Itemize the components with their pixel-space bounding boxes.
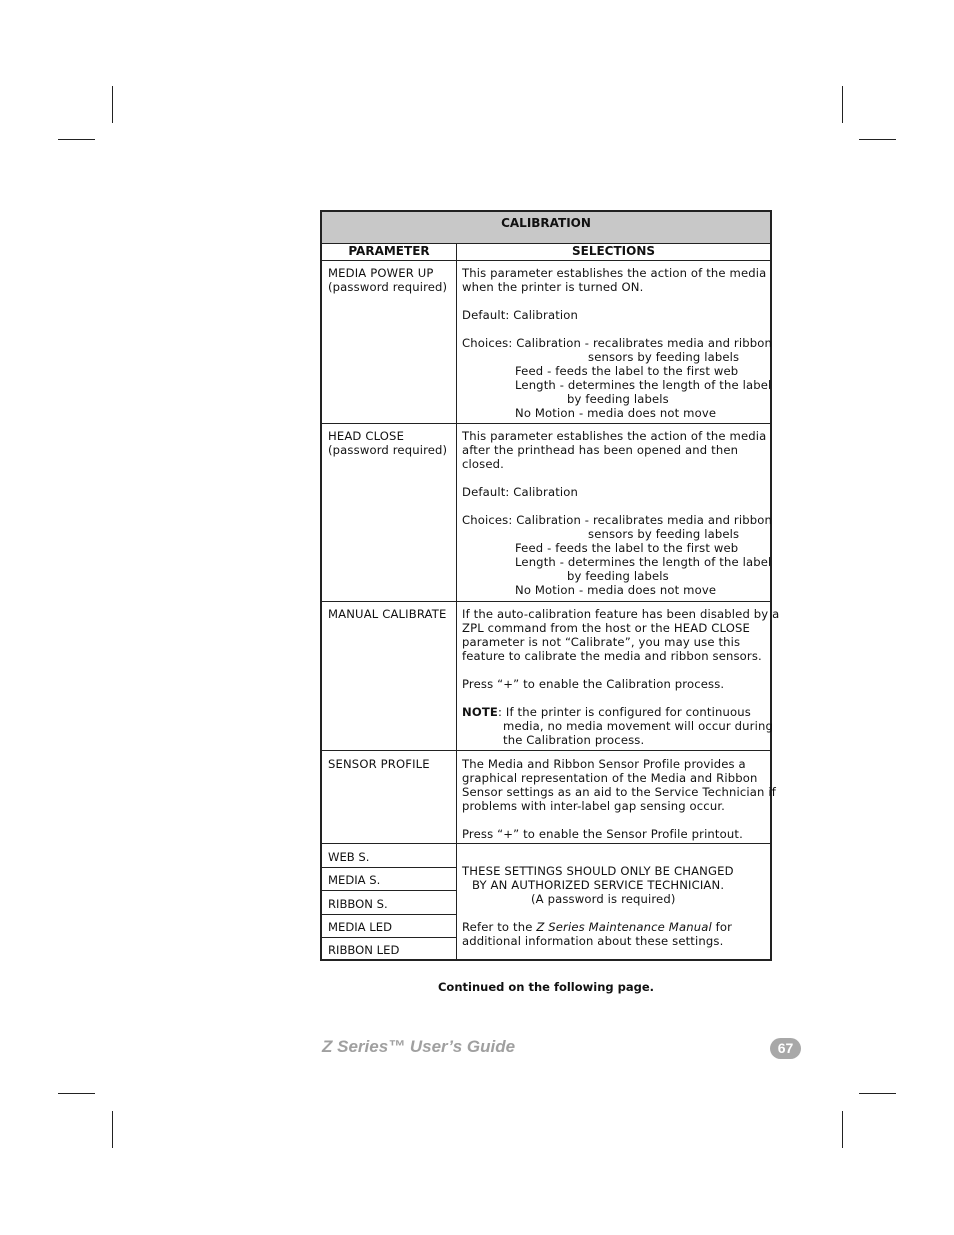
footer-title: Z Series™ User’s Guide [322,1037,516,1056]
crop-mark [842,86,843,123]
divider [322,260,770,261]
page-number: 67 [770,1038,801,1059]
default-value: Default: Calibration [462,485,579,499]
calibration-table [320,210,780,961]
choice-line: sensors by feeding labels [588,527,740,541]
text-line: feature to calibrate the media and ribbon sensors. [462,649,762,663]
refer-line [462,920,768,934]
note-text: media, no media movement will occur during [503,719,773,733]
warning-line: THESE SETTINGS SHOULD ONLY BE CHANGED [462,864,734,878]
text-line: Sensor settings as an aid to the Service Technician if [462,785,776,799]
text-line: closed. [462,457,504,471]
text-line: Press “+” to enable the Sensor Profile printout. [462,827,743,841]
text-line: Press “+” to enable the Calibration process. [462,677,725,691]
divider [322,423,770,424]
continued-note: Continued on the following page. [437,980,655,994]
param-ribbon-led: RIBBON LED [328,943,400,957]
selection-sensor-profile [462,757,776,841]
refer-line: additional information about these settings. [462,934,724,948]
param-manual-calibrate: MANUAL CALIBRATE [328,607,447,621]
selections-header: SELECTIONS [571,244,656,258]
choice-line: Feed - feeds the label to the first web [515,364,739,378]
note-text: the Calibration process. [503,733,645,747]
param-media-s: MEDIA S. [328,873,381,887]
note-label: NOTE [462,705,498,719]
warning-line: (A password is required) [531,892,676,906]
crop-mark [859,1093,896,1094]
crop-mark [842,1111,843,1148]
choice-line: No Motion - media does not move [515,406,717,420]
manual-title: Z Series Maintenance Manual [536,920,712,934]
restricted-warning [462,864,768,948]
choice-line: by feeding labels [567,569,669,583]
choice-line: Length - determines the length of the label [515,555,772,569]
param-media-power-up: MEDIA POWER UP (password required) [328,266,448,294]
divider [322,914,456,915]
text-line: after the printhead has been opened and then [462,443,739,457]
choice-line: No Motion - media does not move [515,583,717,597]
text-line: If the auto-calibration feature has been disabled by a [462,607,780,621]
text-line: when the printer is turned ON. [462,280,644,294]
param-media-led: MEDIA LED [328,920,393,934]
selection-head-close [462,429,772,597]
crop-mark [58,139,95,140]
refer-suffix: for [711,920,733,934]
param-sensor-profile: SENSOR PROFILE [328,757,430,771]
divider [322,937,456,938]
param-head-close: HEAD CLOSE (password required) [328,429,448,457]
default-value: Default: Calibration [462,308,579,322]
text-line: This parameter establishes the action of the media [462,429,767,443]
text-line: This parameter establishes the action of the media [462,266,767,280]
parameter-header: PARAMETER [348,244,430,258]
param-web-s: WEB S. [328,850,370,864]
choice-line: by feeding labels [567,392,669,406]
text-line: The Media and Ribbon Sensor Profile provides a [462,757,746,771]
text-line: parameter is not “Calibrate”, you may use this [462,635,741,649]
param-ribbon-s: RIBBON S. [328,897,388,911]
choice-line: Choices: Calibration - recalibrates media and ribbon [462,513,772,527]
selection-media-power-up [462,266,772,420]
text-line: graphical representation of the Media and Ribbon [462,771,758,785]
divider [322,867,456,868]
selection-manual-calibrate [462,607,780,747]
crop-mark [859,139,896,140]
divider [322,601,770,602]
table-title: CALIBRATION [322,212,770,244]
crop-mark [58,1093,95,1094]
crop-mark [112,86,113,123]
choice-line: Length - determines the length of the label [515,378,772,392]
note-text: : If the printer is configured for continuous [498,705,751,719]
divider [322,843,770,844]
text-line: problems with inter-label gap sensing occur. [462,799,726,813]
note-line [462,705,768,719]
text-line: ZPL command from the host or the HEAD CLOSE [462,621,750,635]
crop-mark [112,1111,113,1148]
divider [322,890,456,891]
choice-line: Feed - feeds the label to the first web [515,541,739,555]
divider [322,750,770,751]
choice-line: Choices: Calibration - recalibrates media and ribbon [462,336,772,350]
refer-prefix: Refer to the [462,920,537,934]
warning-line: BY AN AUTHORIZED SERVICE TECHNICIAN. [472,878,725,892]
choice-line: sensors by feeding labels [588,350,740,364]
